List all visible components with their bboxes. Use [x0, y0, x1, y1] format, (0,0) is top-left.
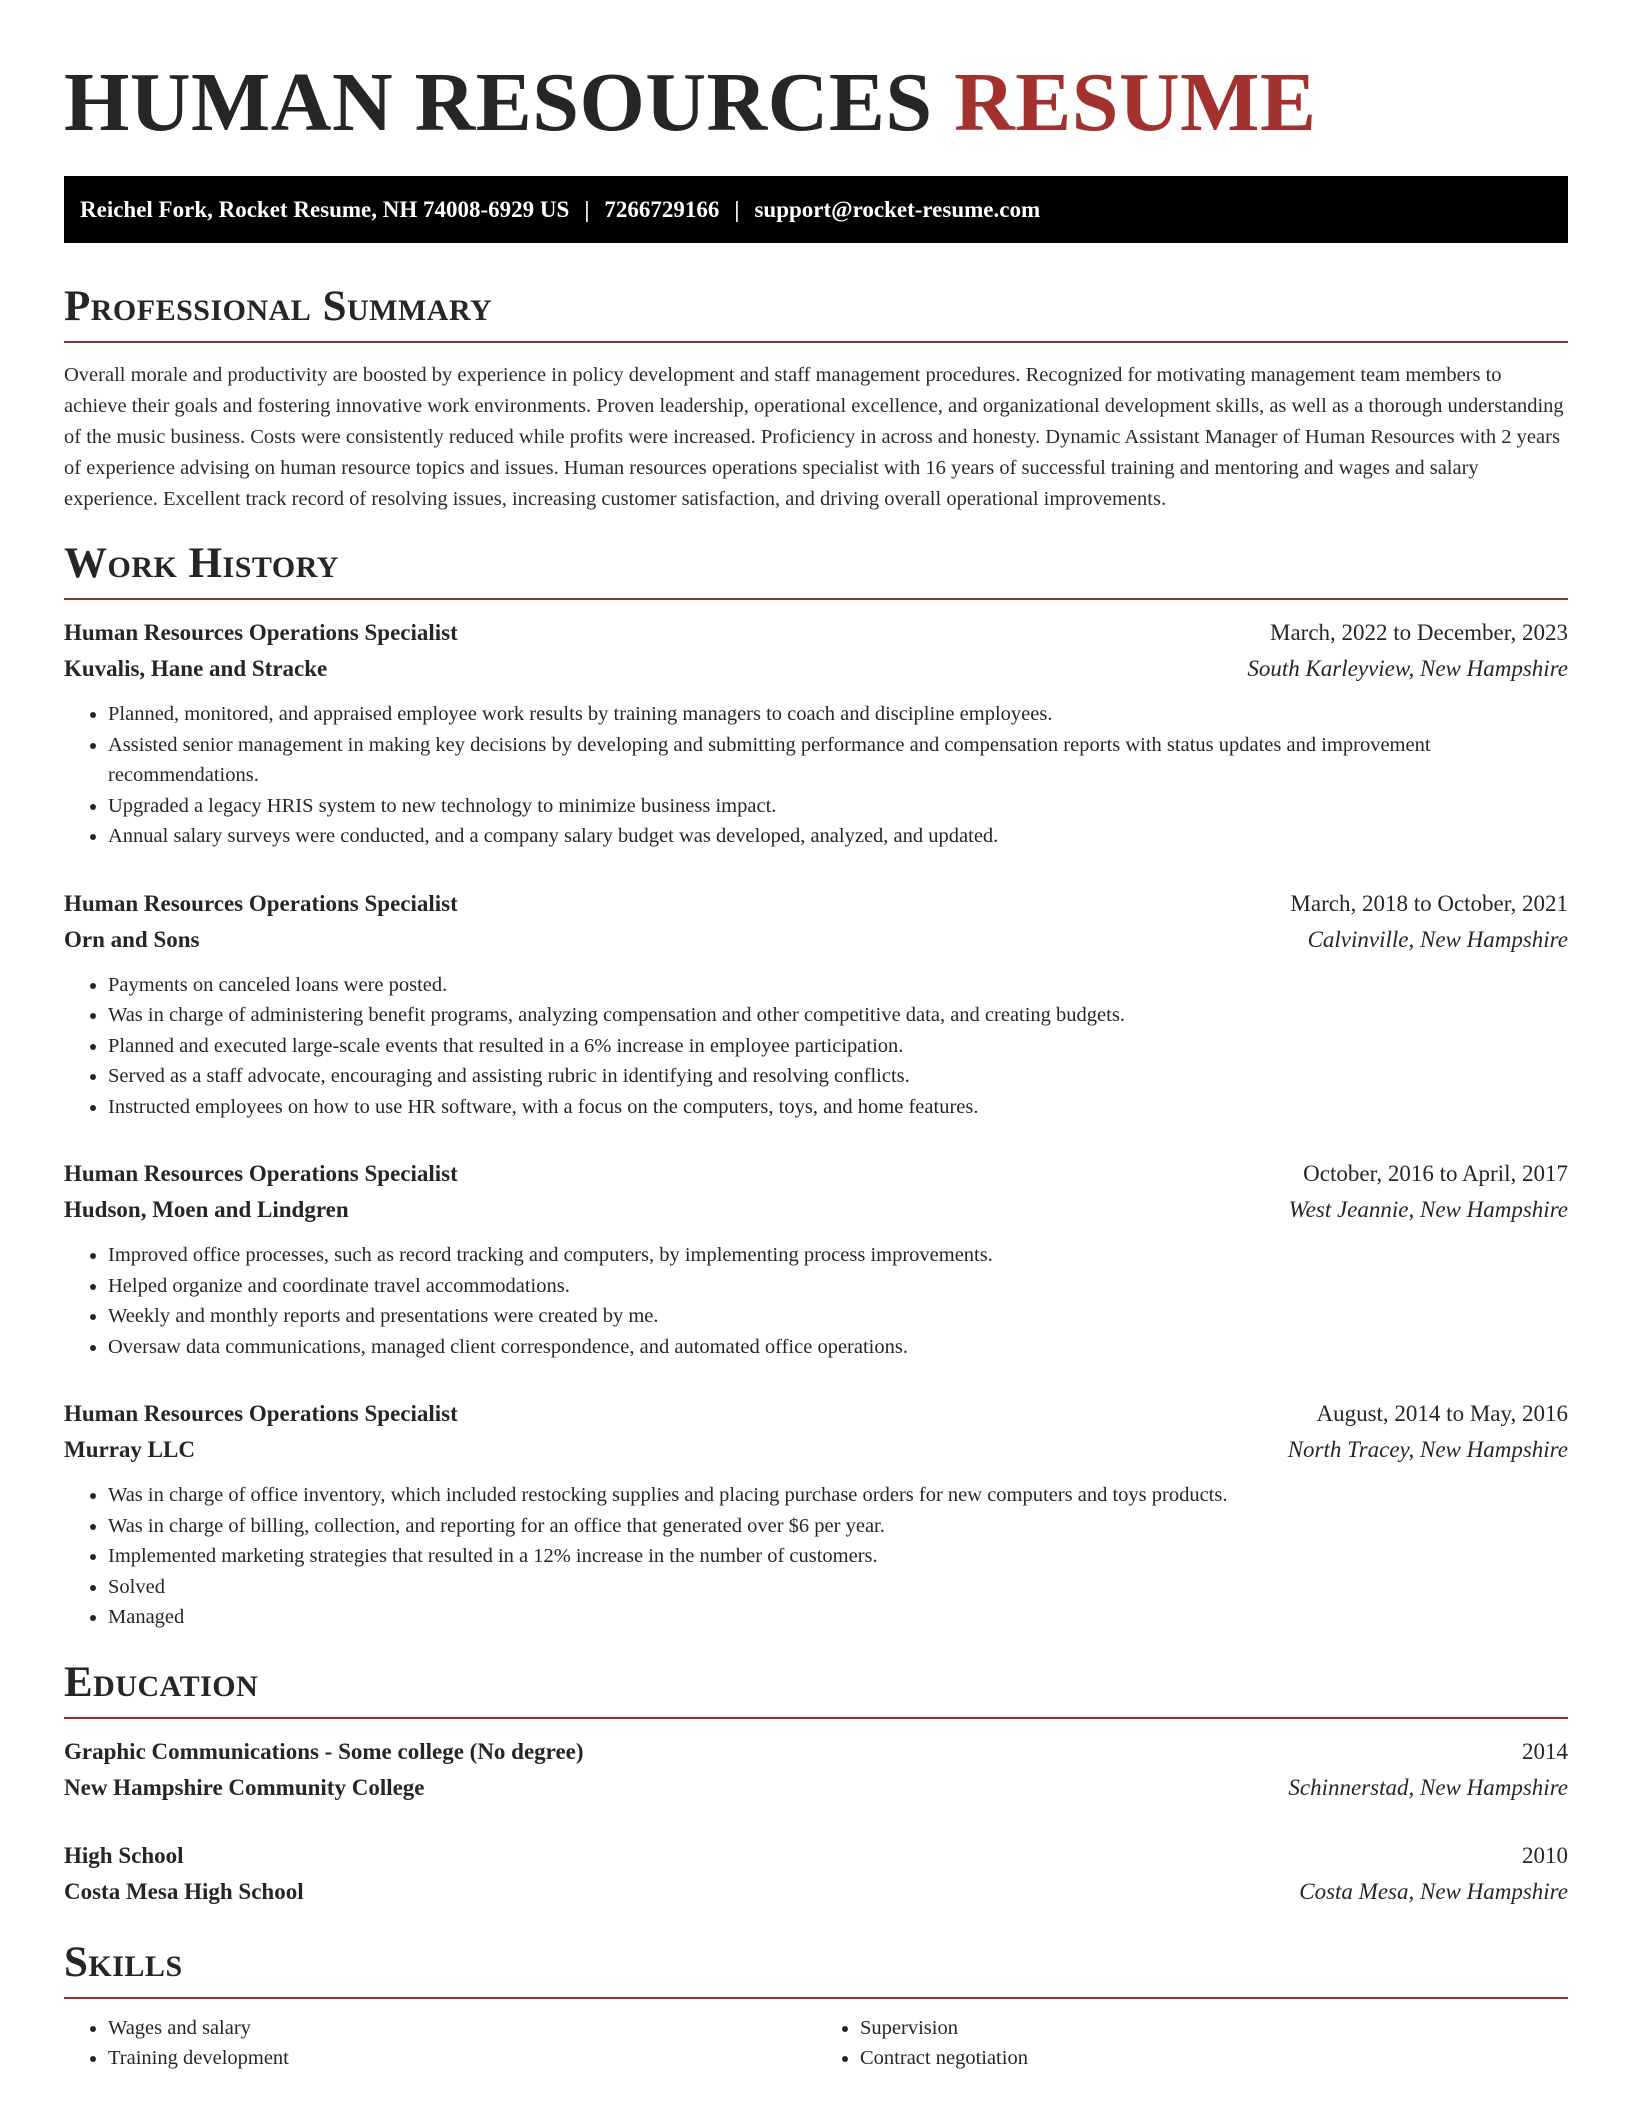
list-item: • Was in charge of office inventory, which included restocking supplies and placing purchase orders for new computers and toys products.: [108, 1480, 1568, 1511]
section-divider: [64, 598, 1568, 600]
education-location: Schinnerstad, New Hampshire: [1288, 1774, 1568, 1800]
job-title: Human Resources Operations Specialist: [64, 1161, 458, 1186]
education-degree: Graphic Communications - Some college (No degree): [64, 1738, 584, 1764]
summary-section: [64, 282, 1568, 515]
job-bullets: [64, 1240, 1568, 1362]
list-item: • Managed: [108, 1602, 1568, 1633]
list-item: • Was in charge of billing, collection, and reporting for an office that generated over $6 per year.: [108, 1511, 1568, 1542]
list-item: • Implemented marketing strategies that resulted in a 12% increase in the number of customers.: [108, 1541, 1568, 1572]
list-item: • Oversaw data communications, managed client correspondence, and automated office operations.: [108, 1332, 1568, 1363]
contact-bar: [64, 176, 1568, 243]
job-entry: [64, 1156, 1568, 1362]
job-location: Calvinville, New Hampshire: [1307, 926, 1568, 952]
education-school: New Hampshire Community College: [64, 1774, 425, 1800]
list-item: • Upgraded a legacy HRIS system to new technology to minimize business impact.: [108, 791, 1568, 822]
job-location: West Jeannie, New Hampshire: [1288, 1197, 1568, 1222]
section-divider: [64, 341, 1568, 343]
list-item: • Annual salary surveys were conducted, and a company salary budget was developed, analyzed, and updated.: [108, 821, 1568, 852]
list-item: • Improved office processes, such as record tracking and computers, by implementing process improvements.: [108, 1240, 1568, 1271]
education-entry: [64, 1838, 1568, 1910]
skills-section: [64, 1938, 1568, 2074]
contact-address: Reichel Fork, Rocket Resume, NH 74008-6929 US: [80, 196, 570, 222]
list-item: • Helped organize and coordinate travel accommodations.: [108, 1271, 1568, 1302]
contact-email[interactable]: support@rocket-resume.com: [754, 196, 1041, 222]
job-title: Human Resources Operations Specialist: [64, 620, 458, 645]
contact-phone: 7266729166: [604, 196, 720, 222]
summary-text: Overall morale and productivity are boosted by experience in policy development and staff management procedures. Recognized for motivating management team members to achieve their goals and fostering innovative work environments. Proven leadership, operational excellence, and organizational development skills, as well as a thorough understanding of the music business. Costs were consistently reduced while profits were increased. Proficiency in across and honesty. Dynamic Assistant Manager of Human Resources with 2 years of experience advising on human resource topics and issues. Human resources operations specialist with 16 years of successful training and mentoring and wages and salary experience. Excellent track record of resolving issues, increasing customer satisfaction, and driving overall operational improvements.: [64, 364, 1564, 510]
list-item: • Assisted senior management in making key decisions by developing and submitting performance and compensation reports with status updates and improvement recommendations.: [108, 730, 1568, 791]
education-location: Costa Mesa, New Hampshire: [1299, 1878, 1568, 1904]
job-company: Hudson, Moen and Lindgren: [64, 1197, 349, 1222]
skill-item: • Contract negotiation: [860, 2043, 1568, 2074]
skills-columns: [64, 1999, 1568, 2074]
list-item: • Solved: [108, 1572, 1568, 1603]
job-company: Murray LLC: [64, 1437, 195, 1462]
job-entry: [64, 886, 1568, 1123]
list-item: • Served as a staff advocate, encouraging and assisting rubric in identifying and resolving conflicts.: [108, 1061, 1568, 1092]
job-dates: August, 2014 to May, 2016: [1316, 1401, 1568, 1426]
skills-list-left: [64, 2013, 816, 2074]
job-title: Human Resources Operations Specialist: [64, 1401, 458, 1426]
education-degree: High School: [64, 1842, 184, 1868]
list-item: • Was in charge of administering benefit programs, analyzing compensation and other competitive data, and creating budgets.: [108, 1000, 1568, 1031]
job-entry: [64, 1396, 1568, 1633]
job-bullets: [64, 970, 1568, 1123]
list-item: • Planned, monitored, and appraised employee work results by training managers to coach and discipline employees.: [108, 699, 1568, 730]
section-divider: [64, 1717, 1568, 1719]
job-dates: March, 2018 to October, 2021: [1290, 890, 1568, 916]
contact-separator: |: [734, 196, 740, 222]
job-location: South Karleyview, New Hampshire: [1247, 656, 1568, 681]
job-title: Human Resources Operations Specialist: [64, 890, 458, 916]
list-item: • Planned and executed large-scale events that resulted in a 6% increase in employee participation.: [108, 1031, 1568, 1062]
job-company: Kuvalis, Hane and Stracke: [64, 656, 328, 681]
section-heading-skills: Skills: [64, 1938, 183, 1986]
skill-item: • Wages and salary: [108, 2013, 816, 2044]
education-section: [64, 1658, 1568, 1910]
title-accent: RESUME: [954, 56, 1317, 149]
job-entry: [64, 615, 1568, 852]
skills-list-right: [816, 2013, 1568, 2074]
list-item: • Instructed employees on how to use HR software, with a focus on the computers, toys, and home features.: [108, 1092, 1568, 1123]
job-dates: March, 2022 to December, 2023: [1270, 620, 1568, 645]
section-heading-summary: Professional Summary: [64, 283, 493, 330]
list-item: • Payments on canceled loans were posted.: [108, 970, 1568, 1001]
job-company: Orn and Sons: [64, 926, 200, 952]
skill-item: • Supervision: [860, 2013, 1568, 2044]
education-entry: [64, 1734, 1568, 1806]
job-bullets: [64, 1480, 1568, 1633]
section-heading-education: Education: [64, 1658, 259, 1706]
section-heading-work: Work History: [64, 540, 339, 587]
contact-separator: |: [584, 196, 590, 222]
list-item: • Weekly and monthly reports and presentations were created by me.: [108, 1301, 1568, 1332]
title-main: HUMAN RESOURCES: [64, 56, 933, 149]
job-location: North Tracey, New Hampshire: [1287, 1437, 1568, 1462]
education-year: 2014: [1522, 1738, 1568, 1764]
job-bullets: [64, 699, 1568, 852]
job-dates: October, 2016 to April, 2017: [1303, 1161, 1568, 1186]
education-year: 2010: [1522, 1842, 1568, 1868]
resume-title: [64, 0, 1568, 176]
work-section: [64, 539, 1568, 1633]
skill-item: • Training development: [108, 2043, 816, 2074]
education-school: Costa Mesa High School: [64, 1878, 304, 1904]
